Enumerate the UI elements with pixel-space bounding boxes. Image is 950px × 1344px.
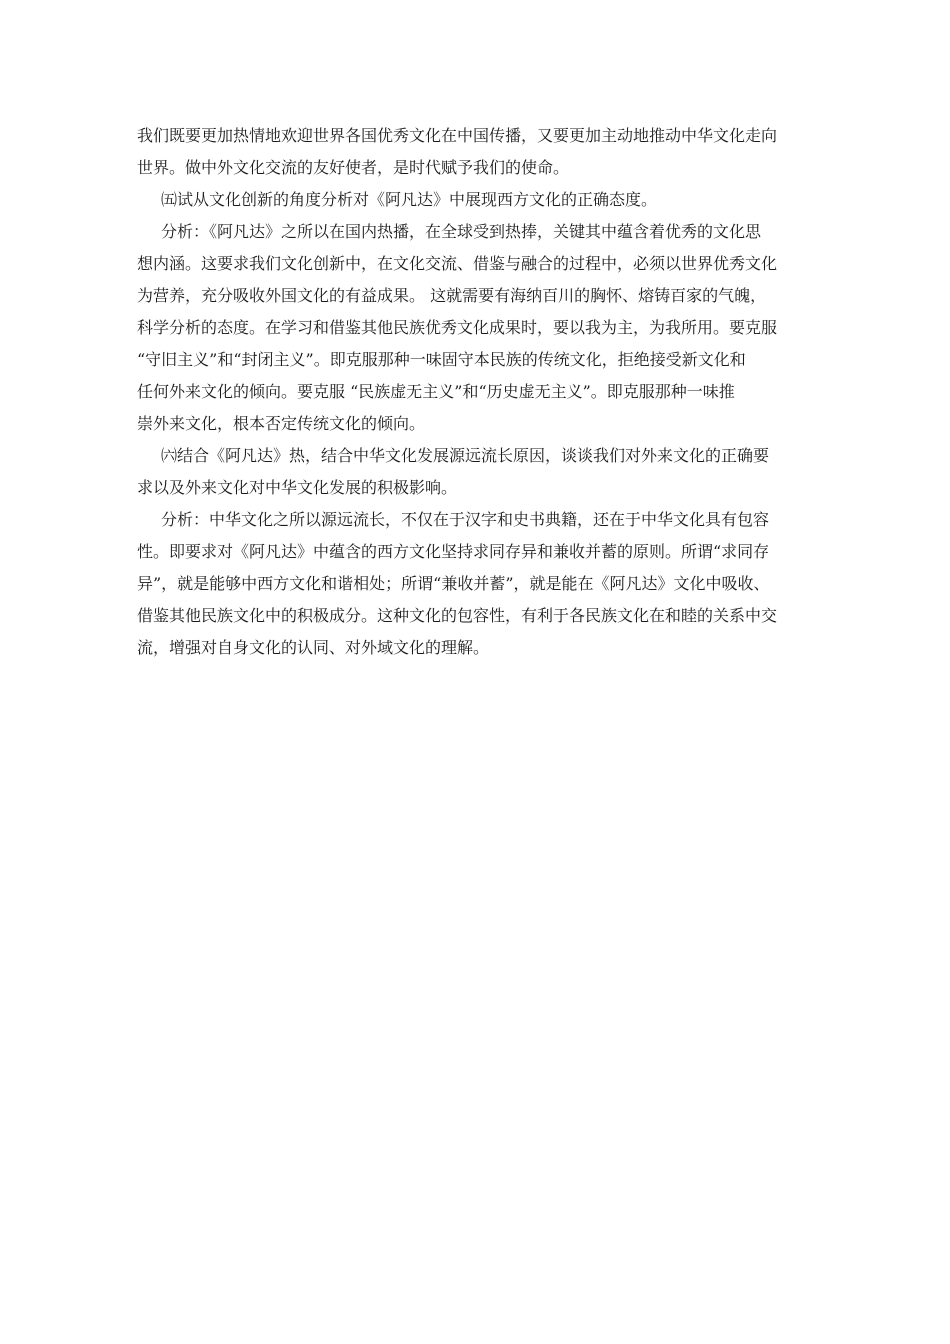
text-line: 想内涵。这要求我们文化创新中，在文化交流、借鉴与融合的过程中，必须以世界优秀文化 [137,254,778,273]
question-line: ㈥结合《阿凡达》热，结合中华文化发展源远流长原因，谈谈我们对外来文化的正确要 [161,446,770,465]
analysis-6 [137,504,817,664]
question-5 [137,184,817,216]
text-line: 借鉴其他民族文化中的积极成分。这种文化的包容性，有利于各民族文化在和睦的关系中交 [137,606,778,625]
text-line: 性。即要求对《阿凡达》中蕴含的西方文化坚持求同存异和兼收并蓄的原则。所谓“求同存 [137,542,770,561]
document-body [137,120,817,664]
text-line: “守旧主义”和“封闭主义”。即克服那种一味固守本民族的传统文化，拒绝接受新文化和 [137,350,746,369]
analysis-5 [137,216,817,440]
text-line: 任何外来文化的倾向。要克服 “民族虚无主义”和“历史虚无主义”。即克服那种一味推 [137,382,735,401]
text-line: 为营养，充分吸收外国文化的有益成果。 这就需要有海纳百川的胸怀、熔铸百家的气魄， [137,286,767,305]
question-line: 求以及外来文化对中华文化发展的积极影响。 [137,478,458,497]
text-line: 异”，就是能够中西方文化和谐相处；所谓“兼收并蓄”，就是能在《阿凡达》文化中吸收、 [137,574,770,593]
text-line: 世界。做中外文化交流的友好使者，是时代赋予我们的使命。 [137,158,570,177]
question-6 [137,440,817,504]
paragraph-conclusion [137,120,817,184]
text-line: 我们既要更加热情地欢迎世界各国优秀文化在中国传播，又要更加主动地推动中华文化走向 [137,126,778,145]
text-line: 分析：《阿凡达》之所以在国内热播，在全球受到热捧，关键其中蕴含着优秀的文化思 [161,222,762,241]
text-line: 崇外来文化，根本否定传统文化的倾向。 [137,414,426,433]
text-line: 科学分析的态度。在学习和借鉴其他民族优秀文化成果时，要以我为主，为我所用。要克服 [137,318,778,337]
text-line: 流，增强对自身文化的认同、对外域文化的理解。 [137,638,490,657]
text-line: 分析：中华文化之所以源远流长，不仅在于汉字和史书典籍，还在于中华文化具有包容 [161,510,770,529]
question-line: ㈤试从文化创新的角度分析对《阿凡达》中展现西方文化的正确态度。 [161,190,658,209]
